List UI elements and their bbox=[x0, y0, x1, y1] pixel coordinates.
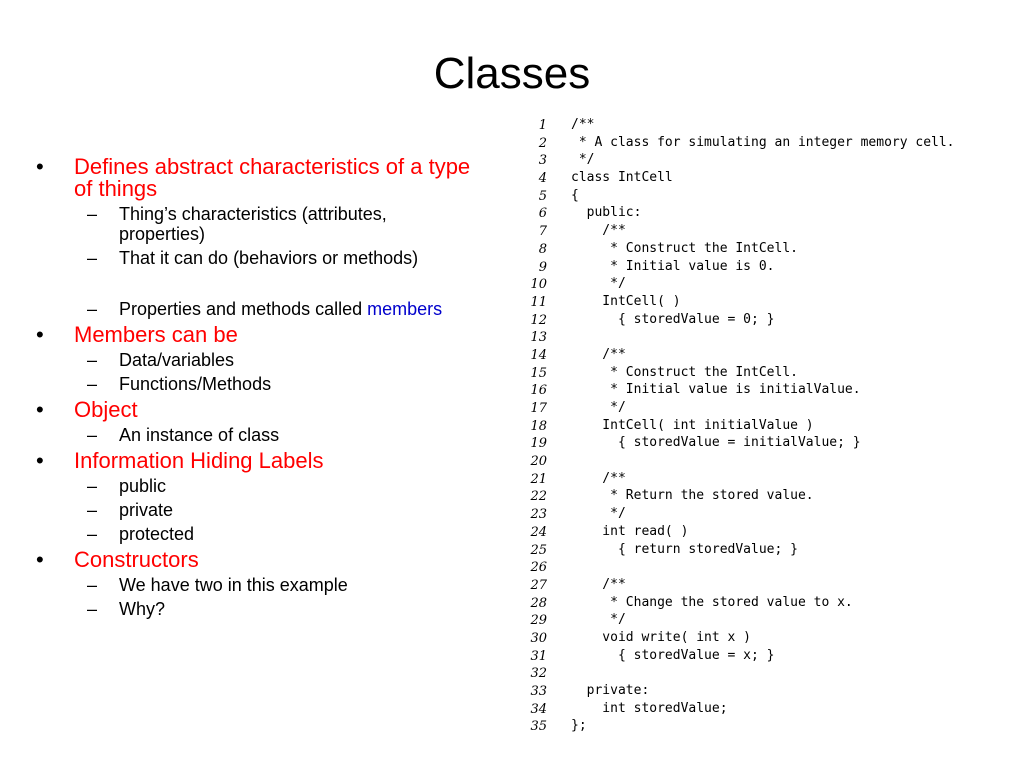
bullet-item-information-hiding bbox=[36, 450, 496, 472]
line-number: 7 bbox=[538, 224, 547, 240]
bullet-item-members bbox=[36, 324, 496, 346]
sub-item-members-note bbox=[36, 299, 496, 319]
dash-marker: – bbox=[87, 575, 98, 595]
code-line bbox=[525, 505, 995, 523]
dash-marker: – bbox=[87, 204, 98, 224]
code-text: */ bbox=[571, 506, 626, 522]
code-line bbox=[525, 240, 995, 258]
bullet-item-object bbox=[36, 399, 496, 421]
code-text: class IntCell bbox=[571, 170, 673, 186]
code-text: int storedValue; bbox=[571, 700, 728, 716]
sub-item-text: Data/variables bbox=[119, 350, 235, 370]
dash-marker: – bbox=[87, 500, 98, 520]
line-number: 6 bbox=[538, 206, 547, 222]
sub-item-protected bbox=[36, 524, 496, 544]
line-number: 4 bbox=[538, 171, 547, 187]
dash-marker: – bbox=[87, 599, 98, 619]
code-line bbox=[525, 275, 995, 293]
line-number: 28 bbox=[530, 595, 547, 611]
bullet-list bbox=[36, 156, 496, 619]
code-line bbox=[525, 541, 995, 559]
code-text: private: bbox=[571, 683, 650, 698]
sub-item-behaviors bbox=[36, 248, 496, 268]
code-line bbox=[525, 151, 995, 169]
line-number: 17 bbox=[530, 401, 547, 416]
dash-marker: – bbox=[87, 299, 98, 319]
code-text: * Construct the IntCell. bbox=[571, 364, 798, 380]
code-text: { bbox=[571, 187, 579, 203]
sub-item-text: public bbox=[119, 476, 167, 496]
code-text: { return storedValue; } bbox=[571, 541, 798, 557]
line-number: 20 bbox=[530, 454, 547, 470]
code-line bbox=[525, 487, 995, 505]
code-text: * Initial value is initialValue. bbox=[571, 382, 861, 398]
code-line bbox=[525, 558, 995, 576]
line-number: 19 bbox=[530, 436, 547, 452]
code-text: /** bbox=[571, 117, 595, 132]
sub-item-text: Functions/Methods bbox=[119, 374, 272, 394]
code-line bbox=[525, 700, 995, 718]
line-number: 30 bbox=[530, 630, 547, 646]
members-highlight: members bbox=[367, 299, 443, 319]
dash-marker: – bbox=[87, 374, 98, 394]
bullet-text-continued: of things bbox=[74, 176, 158, 201]
code-line bbox=[525, 346, 995, 364]
sub-item-two-in-example bbox=[36, 575, 496, 595]
code-text: { storedValue = 0; } bbox=[571, 311, 775, 327]
code-text: /** bbox=[571, 576, 626, 592]
line-number: 21 bbox=[530, 471, 547, 487]
line-number: 5 bbox=[538, 188, 547, 204]
code-text: { storedValue = x; } bbox=[571, 647, 775, 663]
code-text: /** bbox=[571, 346, 626, 362]
sub-item-data-variables bbox=[36, 350, 496, 370]
code-line bbox=[525, 399, 995, 417]
sub-item-public bbox=[36, 476, 496, 496]
code-line bbox=[525, 576, 995, 594]
code-text: { storedValue = initialValue; } bbox=[571, 435, 861, 451]
code-text: */ bbox=[571, 400, 626, 415]
line-number: 23 bbox=[530, 507, 547, 523]
code-text: * Construct the IntCell. bbox=[571, 240, 798, 256]
dash-marker: – bbox=[87, 425, 98, 445]
code-text: */ bbox=[571, 612, 626, 628]
code-text: * A class for simulating an integer memory cell. bbox=[571, 134, 955, 150]
code-line bbox=[525, 134, 995, 152]
sub-item-text: We have two in this example bbox=[119, 575, 348, 595]
code-text: }; bbox=[571, 718, 587, 734]
code-listing bbox=[525, 116, 995, 735]
line-number: 9 bbox=[538, 259, 547, 275]
code-line bbox=[525, 717, 995, 735]
code-line bbox=[525, 417, 995, 435]
sub-item-instance bbox=[36, 425, 496, 445]
code-line bbox=[525, 169, 995, 187]
sub-item-text: protected bbox=[119, 524, 195, 544]
bullet-text: Members can be bbox=[74, 322, 238, 347]
line-number: 25 bbox=[530, 542, 547, 558]
bullet-marker: • bbox=[36, 547, 44, 572]
code-line bbox=[525, 629, 995, 647]
code-line bbox=[525, 682, 995, 700]
code-text: int read( ) bbox=[571, 523, 689, 539]
sub-item-functions-methods bbox=[36, 374, 496, 394]
line-number: 1 bbox=[538, 118, 547, 133]
bullet-marker: • bbox=[36, 154, 44, 179]
line-number: 12 bbox=[530, 312, 547, 328]
bullet-item-constructors bbox=[36, 549, 496, 571]
sub-item-private bbox=[36, 500, 496, 520]
code-line bbox=[525, 452, 995, 470]
code-line bbox=[525, 364, 995, 382]
sub-item-text: That it can do (behaviors or methods) bbox=[119, 248, 419, 268]
code-text: * Initial value is 0. bbox=[571, 258, 775, 274]
sub-item-text-continued: properties) bbox=[119, 224, 206, 244]
line-number: 13 bbox=[530, 330, 547, 346]
code-line bbox=[525, 328, 995, 346]
code-text: */ bbox=[571, 276, 626, 292]
code-text: /** bbox=[571, 223, 626, 239]
code-line bbox=[525, 611, 995, 629]
line-number: 8 bbox=[538, 241, 547, 257]
slide-title: Classes bbox=[433, 49, 591, 98]
code-text: * Change the stored value to x. bbox=[571, 594, 853, 610]
code-line bbox=[525, 293, 995, 311]
dash-marker: – bbox=[87, 350, 98, 370]
code-text: IntCell( ) bbox=[571, 293, 681, 309]
code-line bbox=[525, 434, 995, 452]
bullet-text: Defines abstract characteristics of a type bbox=[74, 154, 471, 179]
code-line bbox=[525, 116, 995, 134]
code-line bbox=[525, 222, 995, 240]
line-number: 26 bbox=[530, 560, 547, 576]
line-number: 3 bbox=[538, 153, 547, 169]
bullet-text: Object bbox=[74, 397, 138, 422]
sub-item-text: Properties and methods called bbox=[119, 299, 368, 319]
code-line bbox=[525, 594, 995, 612]
line-number: 22 bbox=[530, 489, 547, 505]
code-line bbox=[525, 204, 995, 222]
line-number: 27 bbox=[530, 577, 547, 593]
code-line bbox=[525, 470, 995, 488]
code-line bbox=[525, 664, 995, 682]
code-text: IntCell( int initialValue ) bbox=[571, 417, 814, 433]
line-number: 15 bbox=[530, 365, 547, 381]
line-number: 2 bbox=[538, 135, 547, 151]
code-line bbox=[525, 311, 995, 329]
bullet-item-defines bbox=[36, 156, 496, 200]
line-number: 11 bbox=[530, 294, 547, 310]
code-text: /** bbox=[571, 470, 626, 486]
line-number: 34 bbox=[530, 701, 547, 717]
bullet-marker: • bbox=[36, 322, 44, 347]
sub-item-characteristics bbox=[36, 204, 496, 244]
code-line bbox=[525, 523, 995, 541]
bullet-text: Information Hiding Labels bbox=[74, 448, 324, 473]
code-line bbox=[525, 258, 995, 276]
code-text: * Return the stored value. bbox=[571, 488, 814, 504]
code-line bbox=[525, 647, 995, 665]
line-number: 16 bbox=[530, 383, 547, 399]
sub-item-text: An instance of class bbox=[119, 425, 280, 445]
line-number: 35 bbox=[530, 719, 547, 735]
line-number: 29 bbox=[530, 613, 547, 629]
dash-marker: – bbox=[87, 524, 98, 544]
bullet-text: Constructors bbox=[74, 547, 199, 572]
bullet-marker: • bbox=[36, 448, 44, 473]
code-text: void write( int x ) bbox=[571, 629, 752, 645]
line-number: 14 bbox=[530, 347, 547, 363]
sub-item-text: Thing’s characteristics (attributes, bbox=[119, 204, 387, 224]
line-number: 18 bbox=[530, 418, 547, 434]
line-number: 32 bbox=[530, 666, 547, 682]
line-number: 31 bbox=[530, 648, 547, 664]
sub-item-why bbox=[36, 599, 496, 619]
line-number: 10 bbox=[530, 277, 547, 293]
line-number: 24 bbox=[530, 524, 547, 540]
dash-marker: – bbox=[87, 248, 98, 268]
dash-marker: – bbox=[87, 476, 98, 496]
sub-item-text: Why? bbox=[119, 599, 166, 619]
code-line bbox=[525, 187, 995, 205]
code-line bbox=[525, 381, 995, 399]
line-number: 33 bbox=[530, 684, 547, 699]
sub-item-text: private bbox=[119, 500, 174, 520]
code-text: */ bbox=[571, 152, 595, 168]
code-text: public: bbox=[571, 205, 642, 221]
bullet-marker: • bbox=[36, 397, 44, 422]
